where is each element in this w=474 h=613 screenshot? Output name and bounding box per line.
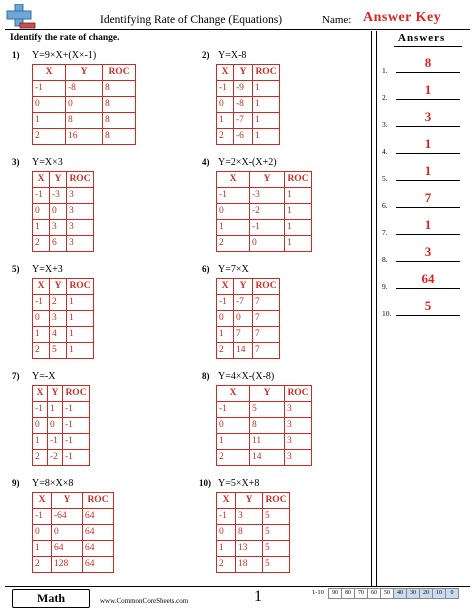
table-cell: 0 bbox=[217, 525, 236, 541]
score-box-highlight: 40 bbox=[393, 588, 407, 599]
table-cell: -1 bbox=[63, 402, 90, 418]
problem-number: 4) bbox=[202, 157, 210, 167]
score-box: 70 bbox=[354, 588, 368, 599]
site-url: www.CommonCoreSheets.com bbox=[100, 597, 189, 605]
col-header: ROC bbox=[285, 386, 312, 402]
col-header: X bbox=[33, 172, 50, 188]
problem-table bbox=[216, 64, 280, 145]
answer-number: 7. bbox=[382, 228, 388, 237]
table-cell: 64 bbox=[52, 541, 83, 557]
answer-number: 1. bbox=[382, 66, 388, 75]
answer-line bbox=[396, 99, 460, 100]
problem-equation: Y=X+3 bbox=[32, 264, 63, 275]
table-cell: 3 bbox=[67, 220, 94, 236]
table-cell: 2 bbox=[33, 129, 66, 145]
header-divider bbox=[5, 29, 470, 30]
table-cell: 3 bbox=[285, 434, 312, 450]
table-cell: 1 bbox=[33, 541, 52, 557]
col-header: X bbox=[217, 172, 250, 188]
table-cell: 5 bbox=[263, 509, 290, 525]
answer-value: 1 bbox=[424, 82, 432, 97]
answer-value: 8 bbox=[424, 55, 432, 70]
problem-equation: Y=5×X+8 bbox=[218, 478, 260, 489]
table-cell: 11 bbox=[250, 434, 285, 450]
answer-line bbox=[396, 126, 460, 127]
problem-equation: Y=2×X-(X+2) bbox=[218, 157, 277, 168]
problem-table bbox=[32, 64, 136, 145]
table-cell: 2 bbox=[33, 450, 48, 466]
table-cell: -1 bbox=[63, 450, 90, 466]
table-cell: 1 bbox=[67, 295, 94, 311]
answer-number: 9. bbox=[382, 282, 388, 291]
score-box: 60 bbox=[367, 588, 381, 599]
table-cell: -7 bbox=[234, 113, 253, 129]
table-cell: -1 bbox=[217, 295, 234, 311]
table-cell: 1 bbox=[48, 402, 63, 418]
problem-number: 5) bbox=[12, 264, 20, 274]
answer-line bbox=[396, 207, 460, 208]
problem-number: 8) bbox=[202, 371, 210, 381]
problem-number: 2) bbox=[202, 50, 210, 60]
table-cell: 8 bbox=[66, 113, 103, 129]
table-cell: 128 bbox=[52, 557, 83, 573]
table-cell: 1 bbox=[253, 129, 280, 145]
table-cell: 5 bbox=[50, 343, 67, 359]
table-cell: 0 bbox=[33, 418, 48, 434]
col-header: Y bbox=[48, 386, 63, 402]
table-cell: 1 bbox=[253, 81, 280, 97]
answer-line bbox=[396, 180, 460, 181]
col-header: ROC bbox=[103, 65, 136, 81]
answer-value: 5 bbox=[424, 298, 432, 313]
table-cell: 1 bbox=[217, 220, 250, 236]
problem-table bbox=[216, 385, 312, 466]
answer-number: 4. bbox=[382, 147, 388, 156]
answer-number: 6. bbox=[382, 201, 388, 210]
col-header: Y bbox=[234, 279, 253, 295]
table-cell: -1 bbox=[217, 402, 250, 418]
table-cell: 7 bbox=[253, 295, 280, 311]
table-cell: -64 bbox=[52, 509, 83, 525]
table-cell: 1 bbox=[33, 113, 66, 129]
problem-number: 7) bbox=[12, 371, 20, 381]
table-cell: 3 bbox=[50, 311, 67, 327]
table-cell: 64 bbox=[83, 525, 114, 541]
table-cell: 1 bbox=[33, 327, 50, 343]
table-cell: 8 bbox=[250, 418, 285, 434]
col-header: ROC bbox=[67, 279, 94, 295]
problem-number: 1) bbox=[12, 50, 20, 60]
table-cell: -1 bbox=[33, 509, 52, 525]
table-cell: 7 bbox=[253, 327, 280, 343]
score-box-highlight: 0 bbox=[445, 588, 459, 599]
table-cell: 0 bbox=[66, 97, 103, 113]
problem-number: 10) bbox=[199, 478, 211, 488]
answer-number: 8. bbox=[382, 255, 388, 264]
table-cell: -3 bbox=[50, 188, 67, 204]
problem-equation: Y=X-8 bbox=[218, 50, 247, 61]
table-cell: -1 bbox=[33, 402, 48, 418]
answer-number: 10. bbox=[382, 309, 392, 318]
table-cell: 5 bbox=[263, 525, 290, 541]
table-cell: 0 bbox=[234, 311, 253, 327]
table-cell: 2 bbox=[217, 343, 234, 359]
problem-table bbox=[216, 278, 280, 359]
answer-value: 3 bbox=[424, 244, 432, 259]
table-cell: 0 bbox=[33, 97, 66, 113]
table-cell: 0 bbox=[33, 311, 50, 327]
problem-table bbox=[32, 278, 94, 359]
score-box-highlight: 10 bbox=[432, 588, 446, 599]
table-cell: 8 bbox=[103, 97, 136, 113]
table-cell: 1 bbox=[285, 220, 312, 236]
answer-value: 1 bbox=[424, 217, 432, 232]
score-range-label: 1-10 bbox=[312, 589, 324, 596]
score-box: 80 bbox=[341, 588, 355, 599]
col-header: Y bbox=[236, 493, 263, 509]
table-cell: 2 bbox=[33, 343, 50, 359]
col-header: ROC bbox=[63, 386, 90, 402]
col-header: Y bbox=[50, 279, 67, 295]
col-header: Y bbox=[66, 65, 103, 81]
problem-equation: Y=4×X-(X-8) bbox=[218, 371, 275, 382]
col-header: ROC bbox=[263, 493, 290, 509]
problem-table bbox=[32, 492, 114, 573]
table-cell: 1 bbox=[285, 204, 312, 220]
problem-table bbox=[32, 171, 94, 252]
table-cell: 0 bbox=[52, 525, 83, 541]
col-header: Y bbox=[250, 386, 285, 402]
table-cell: 0 bbox=[250, 236, 285, 252]
table-cell: 3 bbox=[67, 236, 94, 252]
col-header: X bbox=[217, 279, 234, 295]
col-header: X bbox=[33, 65, 66, 81]
table-cell: 2 bbox=[217, 450, 250, 466]
table-cell: 0 bbox=[217, 418, 250, 434]
answer-number: 3. bbox=[382, 120, 388, 129]
table-cell: 8 bbox=[103, 81, 136, 97]
col-header: ROC bbox=[253, 65, 280, 81]
page-number: 1 bbox=[254, 588, 262, 605]
table-cell: 8 bbox=[103, 113, 136, 129]
table-cell: 1 bbox=[217, 541, 236, 557]
table-cell: -1 bbox=[217, 81, 234, 97]
table-cell: 7 bbox=[253, 343, 280, 359]
col-header: X bbox=[217, 65, 234, 81]
problem-number: 6) bbox=[202, 264, 210, 274]
table-cell: -1 bbox=[63, 434, 90, 450]
table-cell: 18 bbox=[236, 557, 263, 573]
table-cell: -1 bbox=[250, 220, 285, 236]
answer-value: 64 bbox=[421, 271, 435, 286]
answer-line bbox=[396, 72, 460, 73]
table-cell: 1 bbox=[253, 113, 280, 129]
col-header: Y bbox=[50, 172, 67, 188]
table-cell: 1 bbox=[67, 311, 94, 327]
table-cell: 14 bbox=[234, 343, 253, 359]
table-cell: 8 bbox=[103, 129, 136, 145]
answers-heading-underline bbox=[394, 46, 462, 47]
instructions: Identify the rate of change. bbox=[10, 33, 120, 43]
table-cell: -6 bbox=[234, 129, 253, 145]
table-cell: 3 bbox=[285, 418, 312, 434]
score-box: 50 bbox=[380, 588, 394, 599]
answer-column-divider-inner bbox=[376, 31, 377, 587]
table-cell: 3 bbox=[67, 204, 94, 220]
table-cell: 1 bbox=[217, 113, 234, 129]
answer-column-divider bbox=[371, 31, 372, 587]
col-header: ROC bbox=[67, 172, 94, 188]
table-cell: -2 bbox=[250, 204, 285, 220]
table-cell: 64 bbox=[83, 509, 114, 525]
table-cell: 0 bbox=[50, 204, 67, 220]
table-cell: -1 bbox=[33, 295, 50, 311]
table-cell: 8 bbox=[236, 525, 263, 541]
table-cell: 3 bbox=[236, 509, 263, 525]
table-cell: 2 bbox=[217, 129, 234, 145]
table-cell: 2 bbox=[50, 295, 67, 311]
table-cell: 1 bbox=[33, 220, 50, 236]
table-cell: 64 bbox=[83, 541, 114, 557]
logo-icon bbox=[6, 4, 36, 30]
table-cell: -2 bbox=[48, 450, 63, 466]
table-cell: 2 bbox=[33, 236, 50, 252]
table-cell: -1 bbox=[217, 509, 236, 525]
table-cell: 1 bbox=[285, 236, 312, 252]
table-cell: -8 bbox=[234, 97, 253, 113]
table-cell: 7 bbox=[253, 311, 280, 327]
col-header: X bbox=[217, 386, 250, 402]
problem-equation: Y=-X bbox=[32, 371, 56, 382]
answer-key-label: Answer Key bbox=[363, 10, 442, 25]
footer-divider bbox=[5, 586, 470, 587]
problem-number: 9) bbox=[12, 478, 20, 488]
problem-number: 3) bbox=[12, 157, 20, 167]
problem-equation: Y=X×3 bbox=[32, 157, 63, 168]
table-cell: 1 bbox=[67, 327, 94, 343]
table-cell: -1 bbox=[33, 188, 50, 204]
problem-equation: Y=8×X×8 bbox=[32, 478, 74, 489]
problem-table bbox=[32, 385, 90, 466]
table-cell: 3 bbox=[285, 402, 312, 418]
table-cell: 0 bbox=[33, 525, 52, 541]
table-cell: 14 bbox=[250, 450, 285, 466]
col-header: X bbox=[33, 279, 50, 295]
answer-value: 1 bbox=[424, 163, 432, 178]
score-box-highlight: 20 bbox=[419, 588, 433, 599]
answer-line bbox=[396, 288, 460, 289]
score-box-highlight: 30 bbox=[406, 588, 420, 599]
table-cell: 1 bbox=[253, 97, 280, 113]
answer-number: 5. bbox=[382, 174, 388, 183]
table-cell: -1 bbox=[63, 418, 90, 434]
table-cell: -3 bbox=[250, 188, 285, 204]
table-cell: 1 bbox=[33, 434, 48, 450]
table-cell: -1 bbox=[217, 188, 250, 204]
col-header: X bbox=[217, 493, 236, 509]
table-cell: -9 bbox=[234, 81, 253, 97]
answer-number: 2. bbox=[382, 93, 388, 102]
problem-table bbox=[216, 492, 290, 573]
table-cell: 13 bbox=[236, 541, 263, 557]
score-box: 90 bbox=[328, 588, 342, 599]
table-cell: 1 bbox=[217, 434, 250, 450]
col-header: ROC bbox=[83, 493, 114, 509]
answer-value: 3 bbox=[424, 109, 432, 124]
problem-equation: Y=9×X+(X×-1) bbox=[32, 50, 97, 61]
table-cell: 64 bbox=[83, 557, 114, 573]
answer-line bbox=[396, 315, 460, 316]
table-cell: 1 bbox=[217, 327, 234, 343]
col-header: Y bbox=[250, 172, 285, 188]
table-cell: 0 bbox=[48, 418, 63, 434]
col-header: ROC bbox=[285, 172, 312, 188]
answer-value: 1 bbox=[424, 136, 432, 151]
table-cell: 1 bbox=[285, 188, 312, 204]
table-cell: -1 bbox=[33, 81, 66, 97]
table-cell: -1 bbox=[48, 434, 63, 450]
col-header: X bbox=[33, 386, 48, 402]
table-cell: 3 bbox=[285, 450, 312, 466]
col-header: Y bbox=[52, 493, 83, 509]
table-cell: 2 bbox=[217, 236, 250, 252]
table-cell: -7 bbox=[234, 295, 253, 311]
table-cell: 0 bbox=[217, 97, 234, 113]
table-cell: 2 bbox=[217, 557, 236, 573]
table-cell: 5 bbox=[263, 557, 290, 573]
name-label: Name: bbox=[322, 14, 352, 26]
table-cell: 3 bbox=[67, 188, 94, 204]
table-cell: 6 bbox=[50, 236, 67, 252]
table-cell: 0 bbox=[217, 311, 234, 327]
table-cell: 2 bbox=[33, 557, 52, 573]
table-cell: 5 bbox=[263, 541, 290, 557]
answer-value: 7 bbox=[424, 190, 432, 205]
answer-line bbox=[396, 234, 460, 235]
table-cell: 5 bbox=[250, 402, 285, 418]
table-cell: 7 bbox=[234, 327, 253, 343]
answers-heading: Answers bbox=[398, 32, 446, 44]
answer-line bbox=[396, 261, 460, 262]
table-cell: 0 bbox=[33, 204, 50, 220]
subject-label: Math bbox=[12, 589, 90, 608]
problem-table bbox=[216, 171, 312, 252]
col-header: X bbox=[33, 493, 52, 509]
answer-line bbox=[396, 153, 460, 154]
table-cell: 4 bbox=[50, 327, 67, 343]
table-cell: 16 bbox=[66, 129, 103, 145]
page-title: Identifying Rate of Change (Equations) bbox=[100, 14, 283, 26]
problem-equation: Y=7×X bbox=[218, 264, 249, 275]
table-cell: -8 bbox=[66, 81, 103, 97]
table-cell: 3 bbox=[50, 220, 67, 236]
col-header: Y bbox=[234, 65, 253, 81]
table-cell: 1 bbox=[67, 343, 94, 359]
col-header: ROC bbox=[253, 279, 280, 295]
table-cell: 0 bbox=[217, 204, 250, 220]
